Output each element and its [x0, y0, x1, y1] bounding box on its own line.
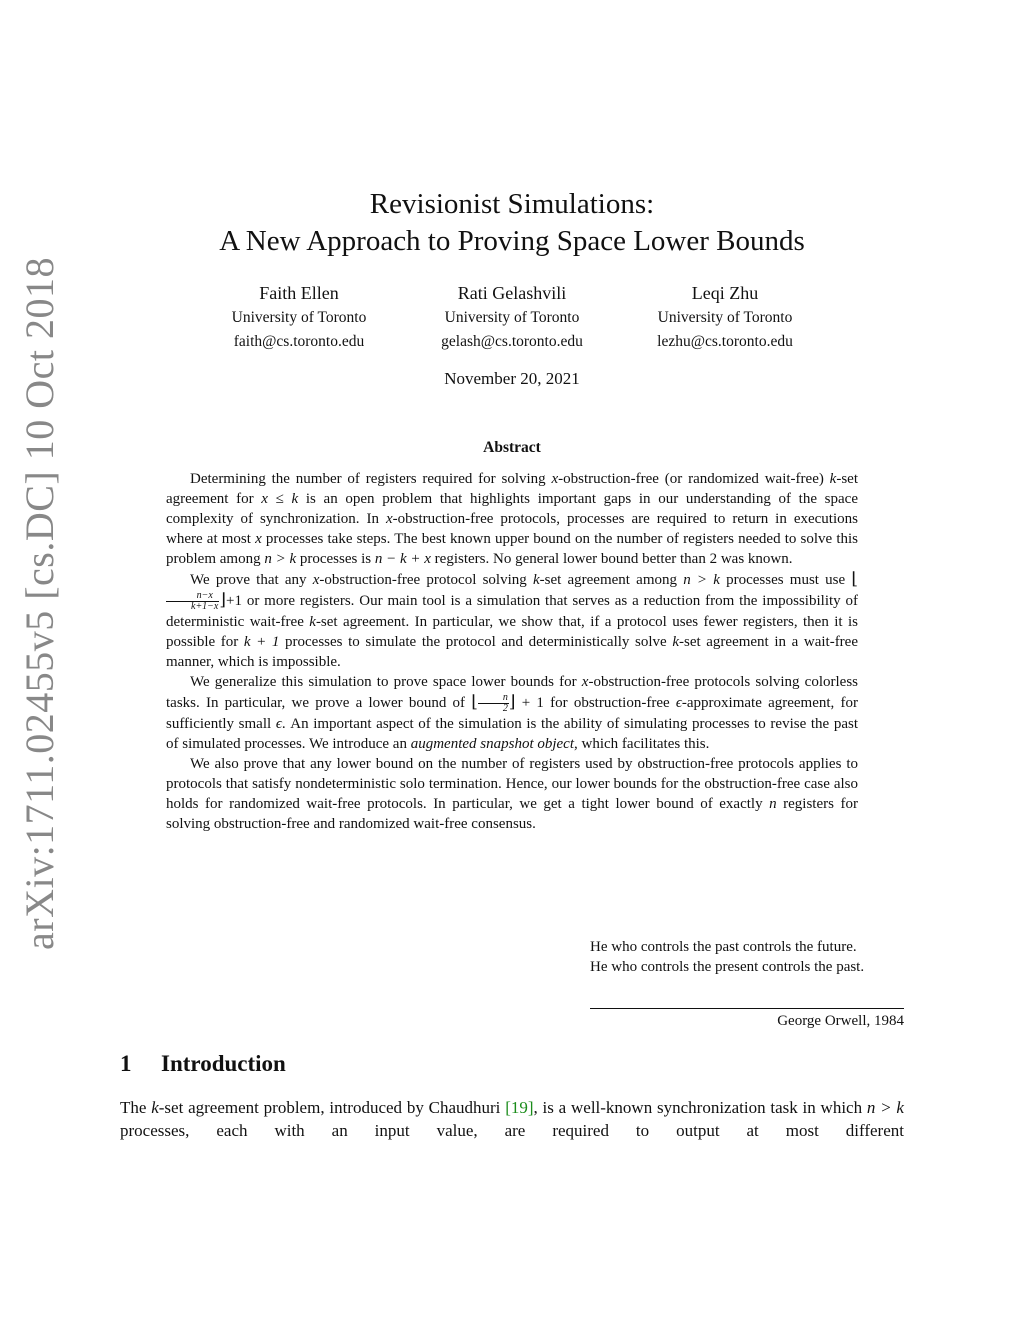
introduction-paragraph: The k-set agreement problem, introduced by Chaudhuri [19], is a well-known synchronization task in which n > k processes, each with an input value, are required to output at most different: [120, 1098, 904, 1140]
epigraph-source: George Orwell, 1984: [777, 1013, 904, 1029]
author-block: [610, 281, 840, 353]
citation-link[interactable]: [19]: [505, 1098, 534, 1117]
abstract-paragraph-2: We prove that any x-obstruction-free protocol solving k-set agreement among n > k processes must use ⌊ $\frac{n-x}{k+1-x}$ ⌋+1 or more registers. Our main tool is a simulation that serves as a reduction from the impossibility of deterministic wait-free k-set agreement. In particular, we show that, if a protocol uses fewer registers, then it is possible for k + 1 processes to simulate the protocol and deterministically solve k-set agreement in a wait-free manner, which is impossible.: [166, 569, 858, 671]
epigraph-rule: [590, 1008, 904, 1009]
paper-title-line-1: Revisionist Simulations:: [369, 188, 655, 220]
abstract-paragraph-3: We generalize this simulation to prove space lower bounds for x-obstruction-free protocols solving colorless tasks. In particular, we prove a lower bound of ⌊ $\frac{n}{2}$ ⌋ + 1 for obstruction-free ϵ-approximate agreement, for sufficiently small ϵ. An important aspect of the simulation is the ability of simulating processes to revise the past of simulated processes. We introduce an augmented snapshot object, which facilitates this.: [166, 674, 859, 753]
fraction-n-minus-x-over-k-plus-1-minus-x: $\frac{n-x}{k+1-x}$: [166, 591, 219, 612]
section-number: 1: [120, 1051, 132, 1076]
section-title: Introduction: [161, 1051, 286, 1076]
abstract-paragraph-1: Determining the number of registers required for solving x-obstruction-free (or randomized wait-free) k-set agreement for x ≤ k is an open problem that highlights important gaps in our understanding of the space complexity of synchronization. In x-obstruction-free protocols, processes are required to return in executions where at most x processes take steps. The best known upper bound on the number of registers needed to solve this problem among n > k processes is n − k + x registers. No general lower bound better than 2 was known.: [166, 471, 859, 567]
author-block: [397, 281, 627, 353]
author-affiliation: University of Toronto: [444, 309, 580, 326]
introduction-text: [120, 1096, 904, 1142]
abstract-body: [166, 469, 858, 834]
author-email: lezhu@cs.toronto.edu: [657, 333, 793, 350]
section-heading: [120, 1049, 286, 1079]
abstract-heading: Abstract: [483, 439, 541, 456]
fraction-n-over-2: $\frac{n}{2}$: [478, 693, 509, 714]
author-name: Faith Ellen: [259, 283, 339, 303]
author-email: faith@cs.toronto.edu: [233, 333, 365, 350]
author-name: Rati Gelashvili: [457, 283, 567, 303]
abstract-paragraph-4: We also prove that any lower bound on the number of registers used by obstruction-free protocols applies to protocols that satisfy nondeterministic solo termination. Hence, our lower bounds for the obstruction-free case also holds for randomized wait-free protocols. In particular, we get a tight lower bound of exactly n registers for solving obstruction-free and randomized wait-free consensus.: [166, 756, 858, 833]
arxiv-identifier-stamp: arXiv:1711.02455v5 [cs.DC] 10 Oct 2018: [17, 257, 62, 950]
author-affiliation: University of Toronto: [231, 309, 367, 326]
paper-title-line-2: A New Approach to Proving Space Lower Bounds: [219, 225, 805, 257]
author-affiliation: University of Toronto: [657, 309, 793, 326]
author-block: [184, 281, 414, 353]
author-name: Leqi Zhu: [691, 283, 759, 303]
author-email: gelash@cs.toronto.edu: [441, 333, 583, 350]
epigraph-quote: He who controls the past controls the future. He who controls the present controls the past.: [590, 939, 865, 975]
publication-date: November 20, 2021: [444, 369, 580, 388]
